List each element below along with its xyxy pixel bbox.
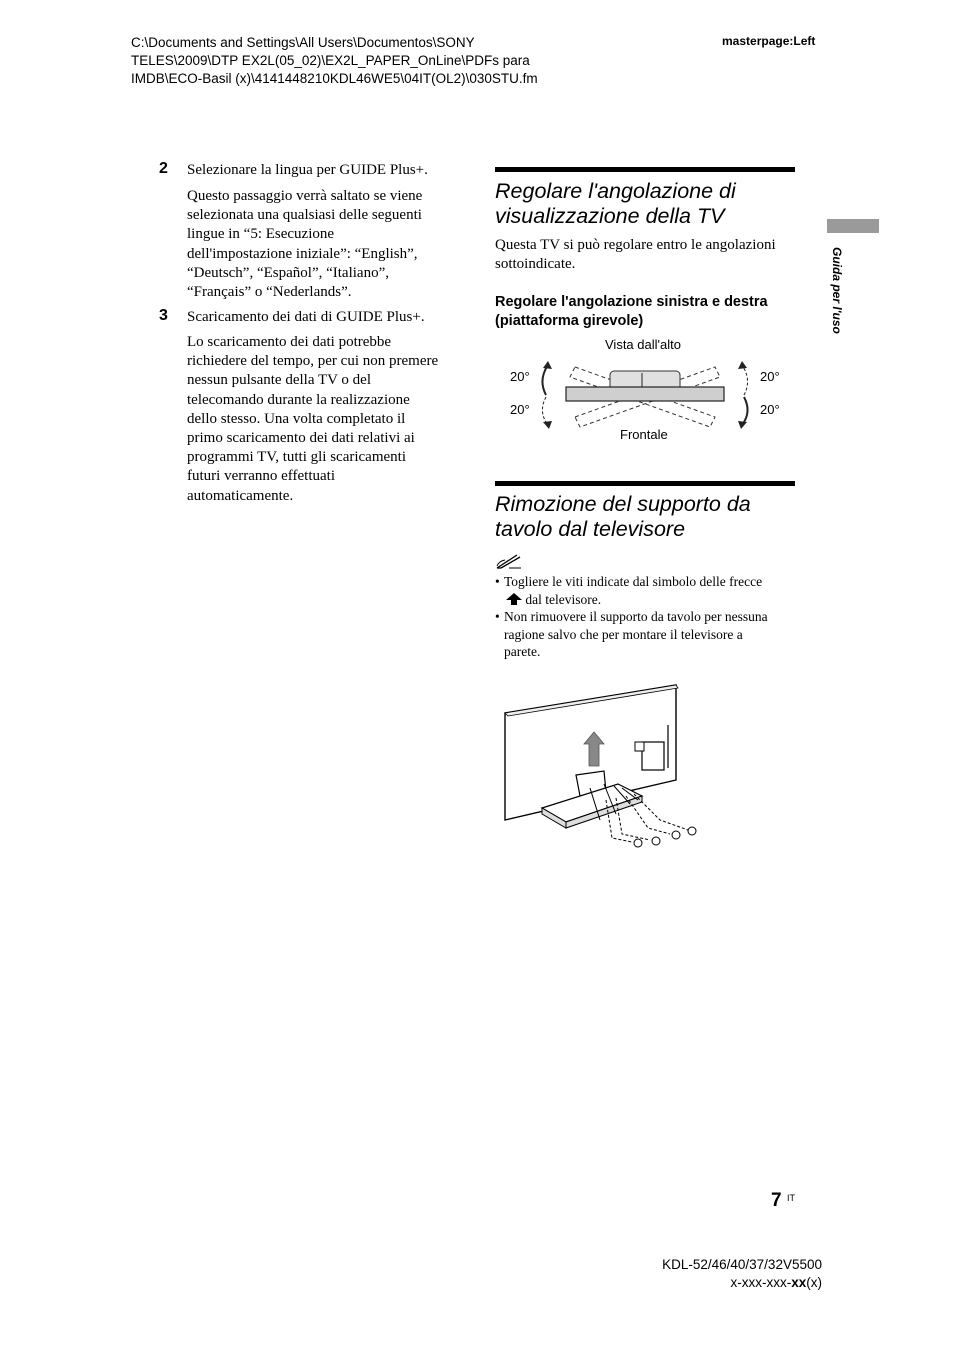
arrow-head bbox=[543, 361, 552, 369]
body-line: selezionata una qualsiasi delle seguenti bbox=[187, 207, 422, 224]
title-line: visualizzazione della TV bbox=[495, 204, 725, 228]
rotation-arrow bbox=[542, 365, 548, 395]
screw-icon bbox=[688, 827, 696, 835]
file-path-header bbox=[131, 34, 601, 88]
file-path-line: TELES\2009\DTP EX2L(05_02)\EX2L_PAPER_OnLine\PDFs para bbox=[131, 53, 530, 68]
title-line: tavolo dal televisore bbox=[495, 517, 686, 541]
screw-icon bbox=[652, 837, 660, 845]
section-title bbox=[495, 492, 795, 542]
diagram-top-label: Vista dall'alto bbox=[605, 337, 681, 352]
body-line: dello stesso. Una volta completato il bbox=[187, 410, 406, 427]
note-pencil-icon bbox=[495, 552, 523, 570]
part-number-suffix: (x) bbox=[806, 1275, 822, 1290]
bullet-text: Non rimuovere il supporto da tavolo per nessuna bbox=[504, 609, 768, 625]
list-item-cont bbox=[495, 591, 795, 609]
body-line: Lo scaricamento dei dati potrebbe bbox=[187, 334, 392, 350]
connector-port bbox=[635, 742, 644, 751]
subheading bbox=[495, 293, 800, 331]
file-path-line: IMDB\ECO-Basil (x)\4141448210KDL46WE5\04IT(OL2)\030STU.fm bbox=[131, 71, 538, 86]
masterpage-label: masterpage:Left bbox=[722, 34, 816, 48]
body-line: dell'impostazione iniziale”: “English”, bbox=[187, 245, 418, 262]
connector-panel bbox=[642, 742, 664, 770]
bullet-text: dal televisore. bbox=[525, 591, 602, 607]
screw-icon bbox=[634, 839, 642, 847]
bullet-text: Togliere le viti indicate dal simbolo delle frecce bbox=[504, 574, 763, 589]
page-number: 7 bbox=[771, 1190, 782, 1211]
body-line: telecomando durante la realizzazione bbox=[187, 391, 410, 408]
angle-label: 20° bbox=[510, 402, 530, 417]
tv-body bbox=[566, 387, 724, 401]
diagram-bottom-label: Frontale bbox=[620, 427, 668, 442]
title-line: Regolare l'angolazione di bbox=[495, 179, 736, 203]
list-item-cont: parete. bbox=[504, 644, 541, 660]
body-line: nessun pulsante della TV o del bbox=[187, 372, 371, 389]
list-item-cont: ragione salvo che per montare il televisore a bbox=[504, 626, 743, 642]
section-rule bbox=[495, 481, 795, 486]
body-line: automaticamente. bbox=[187, 487, 294, 504]
bullet-list bbox=[495, 573, 795, 661]
body-line: futuri verranno effettuati bbox=[187, 468, 335, 485]
screw-icon bbox=[672, 831, 680, 839]
arrow-head bbox=[738, 361, 747, 369]
body-line: primo scaricamento dei dati relativi ai bbox=[187, 430, 415, 447]
angle-label: 20° bbox=[760, 402, 780, 417]
part-number-prefix: x-xxx-xxx- bbox=[730, 1275, 792, 1290]
step-body bbox=[187, 187, 462, 302]
angle-label: 20° bbox=[510, 369, 530, 384]
angle-label: 20° bbox=[760, 369, 780, 384]
arrow-head bbox=[738, 421, 747, 429]
tv-stand-removal-illustration bbox=[500, 680, 700, 860]
side-tab-bar bbox=[827, 219, 879, 233]
body-line: Questo passaggio verrà saltato se viene bbox=[187, 188, 423, 204]
part-number bbox=[600, 1274, 822, 1292]
step-body bbox=[187, 333, 462, 506]
body-line: programmi TV, tutti gli scaricamenti bbox=[187, 449, 406, 466]
body-line: “Deutsch”, “Español”, “Italiano”, bbox=[187, 264, 389, 281]
section-intro bbox=[495, 236, 800, 274]
rotation-arrow bbox=[742, 397, 748, 425]
body-line: “Français” o “Nederlands”. bbox=[187, 284, 352, 301]
rotation-arrow bbox=[742, 365, 748, 395]
step-title: Selezionare la lingua per GUIDE Plus+. bbox=[187, 162, 428, 178]
page-language: IT bbox=[787, 1193, 795, 1203]
section-title bbox=[495, 179, 795, 229]
title-line: Rimozione del supporto da bbox=[495, 492, 751, 516]
swivel-diagram bbox=[530, 355, 760, 435]
list-item: • Non rimuovere il supporto da tavolo per nessuna bbox=[495, 609, 768, 625]
subhead-line: (piattaforma girevole) bbox=[495, 313, 644, 329]
rotation-arrow bbox=[542, 397, 548, 425]
subhead-line: Regolare l'angolazione sinistra e destra bbox=[495, 294, 768, 310]
arrow-head bbox=[543, 421, 552, 429]
model-number: KDL-52/46/40/37/32V5500 bbox=[662, 1257, 822, 1272]
intro-line: sottoindicate. bbox=[495, 256, 576, 273]
list-item: • Togliere le viti indicate dal simbolo delle frecce bbox=[495, 574, 763, 589]
file-path-line: C:\Documents and Settings\All Users\Documentos\SONY bbox=[131, 35, 475, 50]
step-title: Scaricamento dei dati di GUIDE Plus+. bbox=[187, 309, 425, 325]
body-line: richiedere del tempo, per cui non premere bbox=[187, 353, 439, 370]
intro-line: Questa TV si può regolare entro le angolazioni bbox=[495, 237, 776, 253]
body-line: lingue in “5: Esecuzione bbox=[187, 226, 335, 243]
part-number-bold: xx bbox=[791, 1275, 807, 1290]
section-rule bbox=[495, 167, 795, 172]
step-number: 3 bbox=[159, 307, 168, 324]
up-arrow-icon bbox=[506, 593, 522, 606]
step-number: 2 bbox=[159, 160, 168, 177]
side-tab-label: Guida per l'uso bbox=[830, 247, 844, 334]
